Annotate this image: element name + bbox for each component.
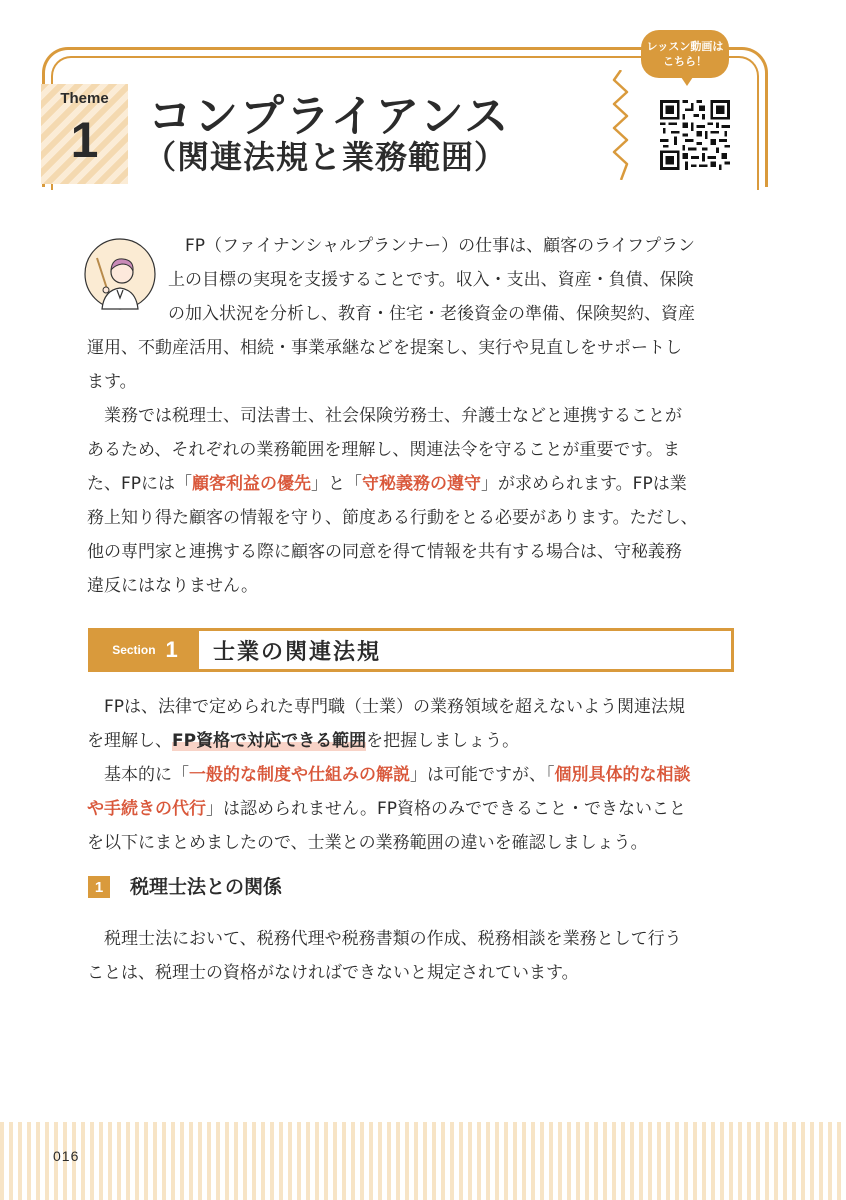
- footer-stripes: [0, 1122, 846, 1200]
- intro-line: あるため、それぞれの業務範囲を理解し、関連法令を守ることが重要です。ま: [87, 440, 680, 460]
- text-span: た、FPには「: [87, 474, 193, 494]
- zigzag-decoration: [612, 70, 630, 180]
- subsection-number: 1: [88, 876, 110, 898]
- text-span: 基本的に「: [104, 765, 189, 785]
- text-span: 」が求められます。FPは業: [481, 474, 687, 494]
- section-line: を以下にまとめましたので、士業との業務範囲の違いを確認しましょう。: [87, 833, 648, 853]
- subsection-line: 税理士法において、税務代理や税務書類の作成、税務相談を業務として行う: [104, 929, 682, 949]
- qr-code-icon[interactable]: [660, 100, 730, 170]
- intro-line: 他の専門家と連携する際に顧客の同意を得て情報を共有する場合は、守秘義務: [87, 542, 682, 562]
- section-title: 士業の関連法規: [213, 639, 382, 665]
- emphasis-general-explanation: 一般的な制度や仕組みの解説: [189, 765, 410, 785]
- intro-line: 違反にはなりません。: [87, 576, 259, 596]
- intro-line: の加入状況を分析し、教育・住宅・老後資金の準備、保険契約、資産: [168, 304, 695, 324]
- emphasis-individual-consult: 個別具体的な相談: [554, 765, 691, 785]
- section-line: [104, 758, 691, 792]
- lesson-bubble-line-1: レッスン動画は: [646, 40, 724, 53]
- emphasis-fp-scope: FP資格で対応できる範囲: [172, 731, 367, 751]
- section-number: 1: [165, 637, 178, 662]
- intro-line: FP（ファイナンシャルプランナー）の仕事は、顧客のライフプラン: [185, 236, 696, 256]
- theme-number: 1: [70, 112, 99, 168]
- emphasis-confidentiality: 守秘義務の遵守: [362, 474, 482, 494]
- lesson-video-bubble[interactable]: [641, 30, 729, 78]
- text-span: を理解し、: [87, 731, 172, 751]
- intro-line: 上の目標の実現を支援することです。収入・支出、資産・負債、保険: [168, 270, 694, 290]
- emphasis-client-interest: 顧客利益の優先: [192, 474, 312, 494]
- text-span: を把握しましょう。: [366, 731, 520, 751]
- section-line: FPは、法律で定められた専門職（士業）の業務領域を超えないよう関連法規: [104, 697, 686, 717]
- emphasis-procedure-agency: や手続きの代行: [87, 799, 206, 819]
- intro-line: 務上知り得た顧客の情報を守り、節度ある行動をとる必要があります。ただし、: [87, 508, 698, 528]
- lesson-bubble-line-2: こちら！: [662, 55, 707, 68]
- intro-line: 運用、不動産活用、相続・事業承継などを提案し、実行や見直しをサポートし: [87, 338, 682, 358]
- text-span: 」と「: [311, 474, 363, 494]
- subsection-title: 税理士法との関係: [130, 876, 283, 898]
- teacher-illustration-icon: [84, 238, 156, 310]
- section-line: [87, 724, 519, 758]
- section-label: [91, 631, 199, 669]
- section-word: Section: [112, 643, 156, 657]
- section-header: [88, 628, 734, 672]
- page-subtitle: （関連法規と業務範囲）: [144, 138, 508, 176]
- subsection-line: ことは、税理士の資格がなければできないと規定されています。: [87, 963, 579, 983]
- intro-line: [87, 467, 687, 501]
- text-span: 」は認められません。FP資格のみでできること・できないこと: [206, 799, 687, 819]
- theme-label: Theme: [60, 90, 109, 107]
- intro-line: 業務では税理士、司法書士、社会保険労務士、弁護士などと連携することが: [104, 406, 682, 426]
- page-title: コンプライアンス: [148, 91, 511, 142]
- theme-badge: [41, 84, 128, 184]
- section-line: [87, 792, 686, 826]
- page-number: 016: [53, 1148, 80, 1164]
- text-span: 」は可能ですが、「: [410, 765, 555, 785]
- intro-line: ます。: [87, 372, 137, 392]
